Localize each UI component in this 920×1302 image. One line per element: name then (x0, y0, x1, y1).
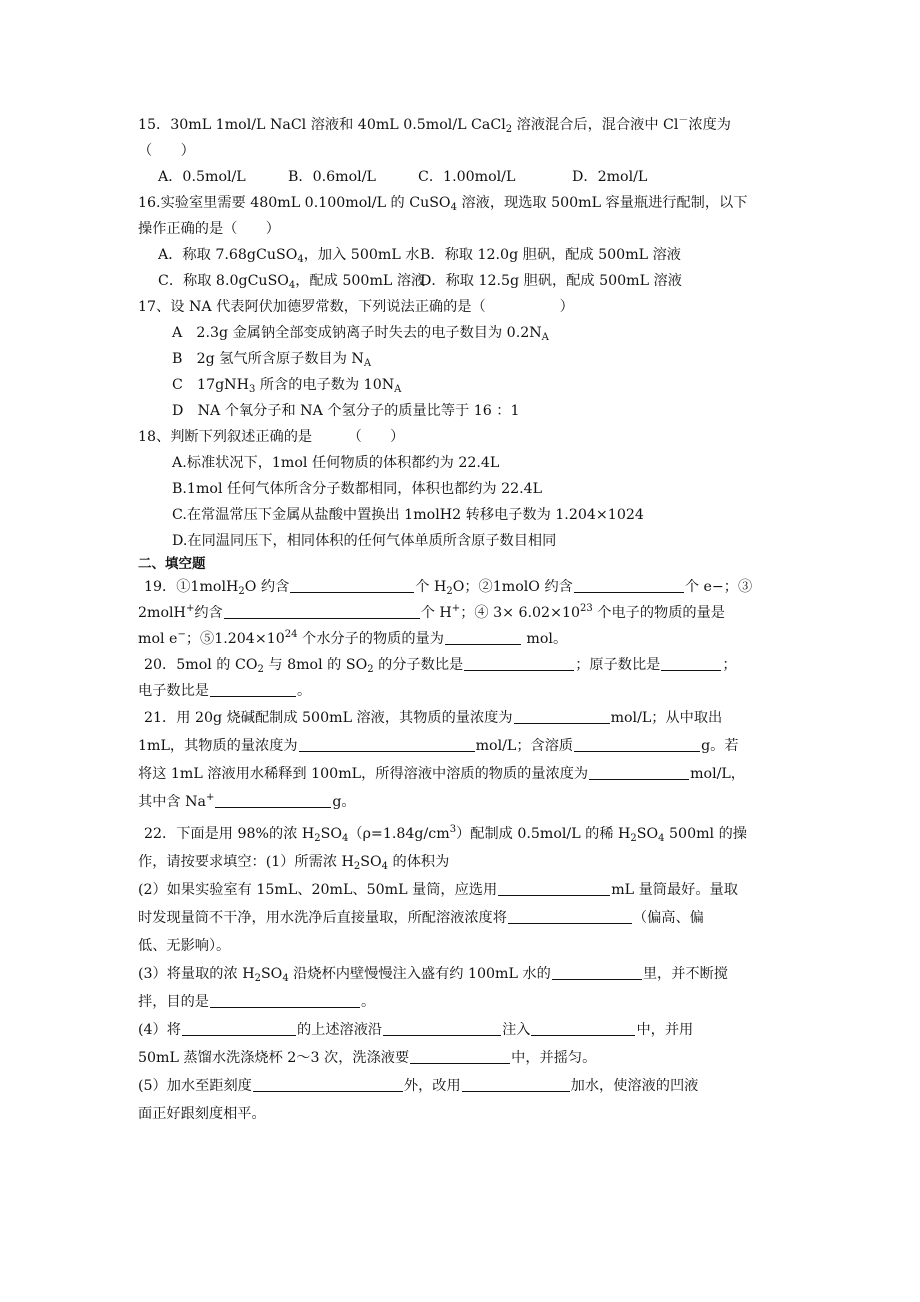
q15-text: 浓度为 (688, 117, 731, 133)
q22-sub-5: (5）加水至距刻度 外，改用 加水，使溶液的凹液 (138, 1072, 778, 1100)
q17-option-d: D NA 个氧分子和 NA 个氢分子的质量比等于 16 ：1 (172, 403, 520, 419)
q16-stem-2 (138, 216, 778, 242)
q16-option-c: C．称取 8.0gCuSO$_4$，配成 500mL 溶液 (158, 273, 426, 291)
answer-blank[interactable] (574, 576, 684, 593)
section-heading (138, 554, 778, 574)
q22-line-2: 作，请按要求填空：(1）所需浓 $H_2SO_4$ 的体积为 (138, 854, 450, 872)
answer-blank[interactable] (253, 1075, 403, 1092)
section-title: 二、填空题 (138, 556, 206, 572)
answer-blank[interactable] (574, 735, 700, 752)
q16-text: 操作正确的是（ ） (138, 221, 280, 237)
q15-bracket (138, 138, 778, 164)
answer-blank[interactable] (498, 879, 610, 896)
q21-line-3: 将这 1mL 溶液用水稀释到 100mL，所得溶液中溶质的物质的量浓度为 mol/L， (138, 760, 778, 788)
q22-sub-3-cont: 拌，目的是 。 (138, 988, 778, 1016)
superscript: － (678, 115, 689, 126)
q18-option-c: C.在常温常压下金属从盐酸中置换出 1molH2 转移电子数为 1.204×1024 (172, 507, 644, 523)
q22-sub-4-cont: 50mL 蒸馏水洗涤烧杯 2～3 次，洗涤液要 中，并摇匀。 (138, 1044, 778, 1072)
q21-line-2: 1mL，其物质的量浓度为 mol/L；含溶质 g。若 (138, 732, 778, 760)
answer-blank[interactable] (215, 791, 331, 808)
answer-blank[interactable] (514, 707, 610, 724)
q21-line-4: 其中含 Na+ g。 (138, 792, 356, 810)
answer-blank[interactable] (383, 1019, 501, 1036)
worksheet (138, 112, 778, 1128)
q22-sub-3: (3）将量取的浓 $H_2SO_4$ 沿烧杯内壁慢慢注入盛有约 100mL 水的 里，并不断搅 (138, 960, 778, 988)
answer-blank[interactable] (410, 1047, 510, 1064)
q16-options-ab (138, 242, 778, 268)
q16-option-b: B．称取 12.0g 胆矾，配成 500mL 溶液 (420, 247, 681, 263)
answer-blank[interactable] (182, 1019, 296, 1036)
q22-line-1: 22．下面是用 98%的浓 $H_2SO_4(\rho=1.84g/cm^3)$配制成 0.5mol/L 的稀 $H_2SO_4$ 500ml 的操 (144, 824, 747, 844)
answer-blank[interactable] (464, 654, 574, 671)
q21-line-1: 21．用 20g 烧碱配制成 500mL 溶液，其物质的量浓度为 mol/L；从中取出 (138, 704, 778, 732)
q22-sub-2-end: 低、无影响）。 (138, 938, 231, 954)
q19-line-2: 2molH+约含 个 H+；④ $3\times 6.02\times 10^{23}$ 个电子的物质的量是 (138, 603, 725, 621)
answer-blank[interactable] (210, 991, 360, 1008)
q17-text: 17、设 NA 代表阿伏加德罗常数，下列说法正确的是（ (138, 299, 486, 315)
subscript: 2 (505, 124, 513, 135)
answer-blank[interactable] (224, 602, 420, 619)
q16-text: 溶液，现选取 500mL 容量瓶进行配制，以下 (456, 195, 748, 211)
q17-text: ） (559, 299, 574, 315)
q15-option-d: D．2mol/L (572, 169, 648, 185)
answer-blank[interactable] (661, 654, 721, 671)
q17-stem (138, 294, 778, 320)
answer-blank[interactable] (210, 680, 296, 697)
q18-option-b: B.1mol 任何气体所含分子数都相同，体积也都约为 22.4L (172, 481, 543, 497)
q22-sub-2: (2）如果实验室有 15mL、20mL、50mL 量筒，应选用 mL 量筒最好。量取 (138, 876, 778, 904)
q20-line-2: 电子数比是 。 (138, 678, 778, 704)
q22-sub-2-cont: 时发现量筒不干净，用水洗净后直接量取，所配溶液浓度将 （偏高、偏 (138, 904, 778, 932)
q22-sub-4: (4）将 的上述溶液沿 注入 中，并用 (138, 1016, 778, 1044)
answer-blank[interactable] (531, 1019, 635, 1036)
answer-bracket: （ ） (138, 143, 195, 159)
q15-option-a: A．0.5mol/L (158, 169, 246, 185)
answer-blank[interactable] (462, 1075, 570, 1092)
answer-blank[interactable] (299, 735, 475, 752)
q16-option-d: D．称取 12.5g 胆矾，配成 500mL 溶液 (420, 273, 682, 289)
q15-options (138, 164, 778, 190)
q15-stem (138, 112, 778, 138)
q19-line-1: 19．①1molH$_2$O 约含 个 $H_2O$；②1molO 约含 个 e−；③ (138, 574, 778, 600)
answer-blank[interactable] (589, 763, 689, 780)
q18-option-d: D.在同温同压下，相同体积的任何气体单质所含原子数目相同 (172, 533, 557, 549)
q16-option-a: A．称取 7.68gCuSO$_4$，加入 500mL 水 (158, 247, 420, 265)
q15-text: 溶液混合后，混合液中 Cl (512, 117, 679, 133)
q18-stem (138, 424, 778, 450)
answer-blank[interactable] (445, 628, 521, 645)
q15-text: 15．30mL 1mol/L NaCl 溶液和 40mL 0.5mol/L CaCl (138, 117, 506, 133)
q19-line-3: mol e−；$⑤1.204\times 10^{24}$ 个水分子的物质的量为 mol。 (138, 629, 568, 647)
q15-option-c: C．1.00mol/L (418, 169, 516, 185)
q18-text: 18、判断下列叙述正确的是 （ ） (138, 429, 405, 445)
q16-options-cd (138, 268, 778, 294)
q17-option-b: B 2g 氢气所含原子数目为 $N_A$ (172, 351, 372, 369)
subscript: 4 (450, 202, 457, 213)
q20-line-1: 20．5mol 的 $CO_2$ 与 8mol 的 $SO_2$ 的分子数比是 ；原子数比是 ； (138, 652, 778, 678)
answer-blank[interactable] (552, 963, 642, 980)
answer-blank[interactable] (508, 907, 632, 924)
q17-option-c: C 17gNH$_3$ 所含的电子数为 $10N_A$ (172, 377, 402, 395)
q15-option-b: B．0.6mol/L (288, 169, 376, 185)
answer-blank[interactable] (290, 576, 414, 593)
q16-stem (138, 190, 778, 216)
q17-option-a: A 2.3g 金属钠全部变成钠离子时失去的电子数目为 $0.2N_A$ (172, 325, 549, 343)
q16-text: 16.实验室里需要 480mL 0.100mol/L 的 CuSO (138, 195, 451, 211)
q18-option-a: A.标准状况下，1mol 任何物质的体积都约为 22.4L (172, 455, 500, 471)
q22-sub-5-end: 面正好跟刻度相平。 (138, 1106, 266, 1122)
